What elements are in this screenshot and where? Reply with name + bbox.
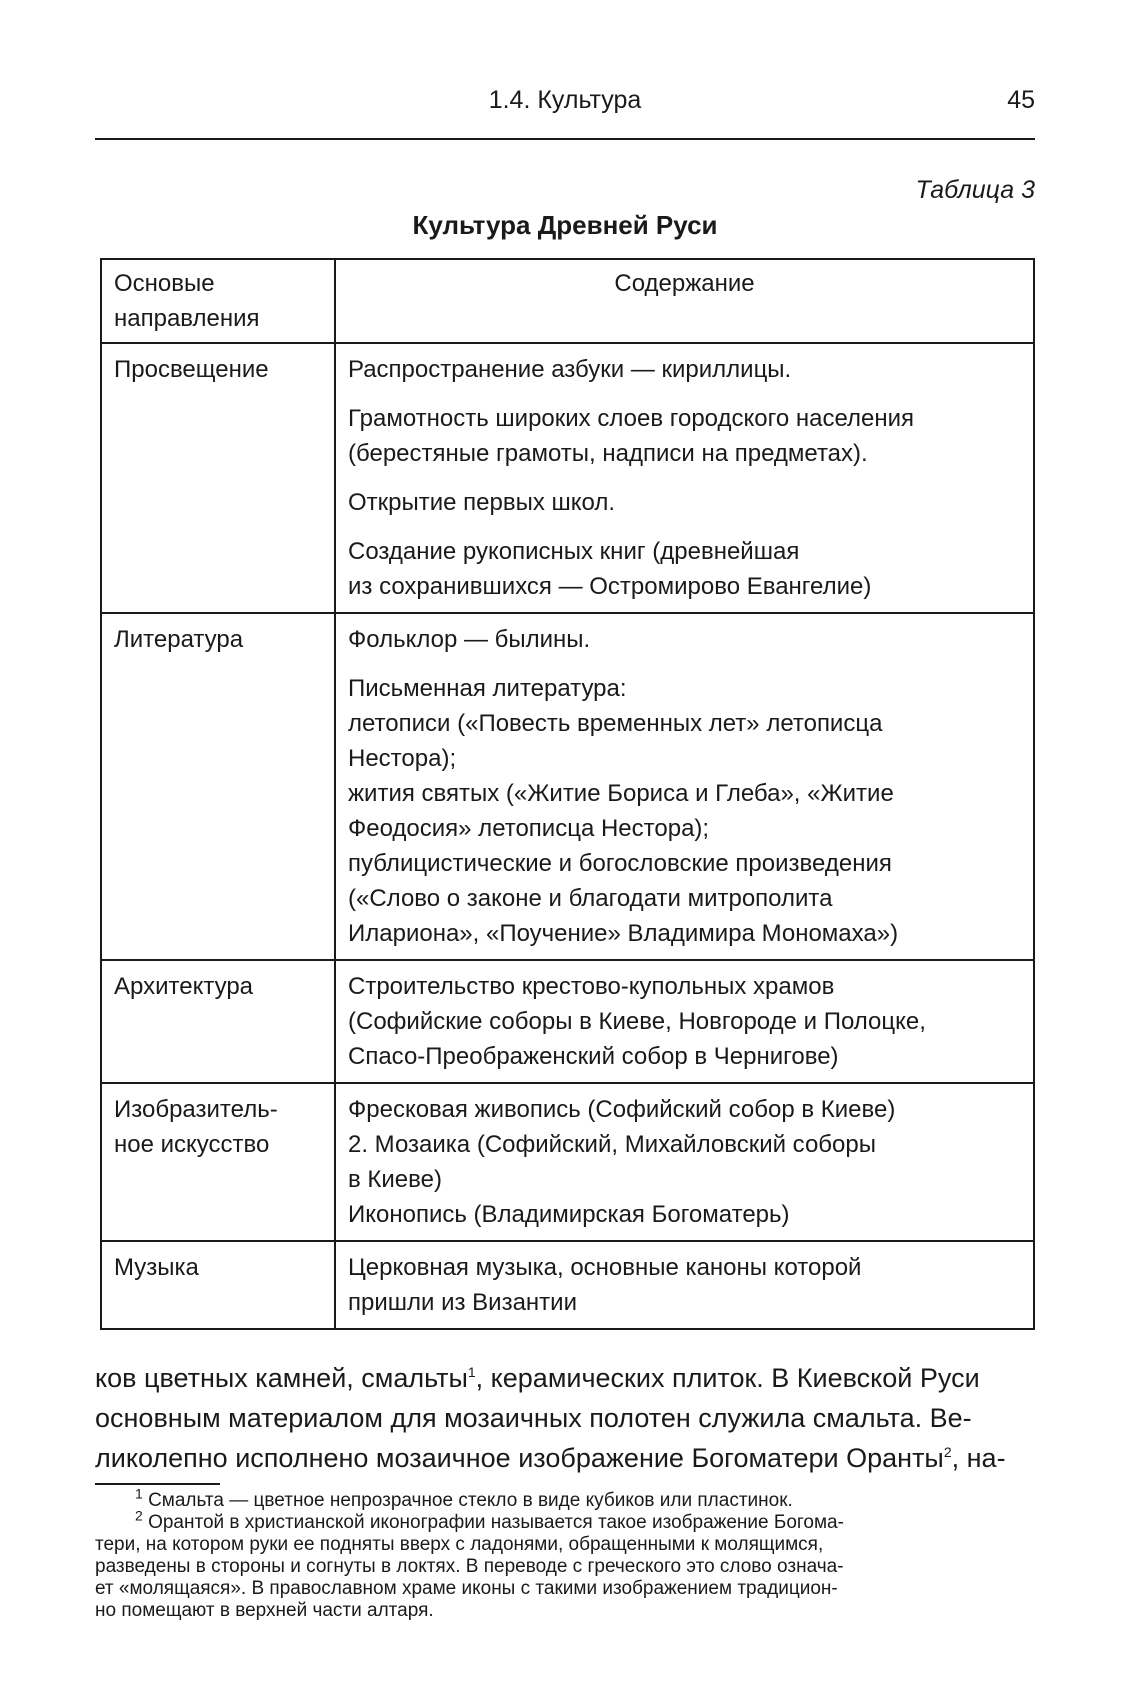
- body-line: [95, 1358, 1040, 1398]
- table-row: [101, 960, 1034, 1083]
- footnote-line: тери, на котором руки ее подняты вверх с ладонями, обращенными к молящимся,: [95, 1534, 824, 1555]
- row-direction: [101, 960, 335, 1083]
- header-direction-line: Основые: [114, 270, 215, 297]
- footnote-rule: [95, 1483, 220, 1485]
- table-row: [101, 613, 1034, 960]
- content-paragraph: [348, 534, 1021, 604]
- content-line: публицистические и богословские произведения: [348, 850, 892, 877]
- content-line: в Киеве): [348, 1166, 442, 1193]
- content-paragraph: [348, 671, 1021, 951]
- row-direction: [101, 1083, 335, 1241]
- content-line: Письменная литература:: [348, 675, 627, 702]
- footnote-1: [95, 1485, 1040, 1512]
- table-row: [101, 1241, 1034, 1329]
- table-label: Таблица 3: [915, 176, 1035, 204]
- header-rule: [95, 138, 1035, 140]
- footnote-mark: 2: [135, 1507, 143, 1524]
- content-line: Феодосия» летописца Нестора);: [348, 815, 710, 842]
- footnote-text: Смальта — цветное непрозрачное стекло в виде кубиков или пластинок.: [148, 1490, 793, 1511]
- footnote-text: Орантой в христианской иконографии называется такое изображение Богома-: [148, 1512, 844, 1533]
- footnote-2: [95, 1507, 1040, 1534]
- header-direction: [101, 259, 335, 343]
- page-number: 45: [1007, 86, 1035, 114]
- content-line: Грамотность широких слоев городского населения: [348, 405, 915, 432]
- table-row: [101, 1083, 1034, 1241]
- direction-line: Литература: [114, 626, 244, 653]
- direction-line: Архитектура: [114, 973, 254, 1000]
- body-line: [95, 1438, 1040, 1478]
- content-line: Спасо-Преображенский собор в Чернигове): [348, 1043, 839, 1070]
- content-line: Создание рукописных книг (древнейшая: [348, 538, 800, 565]
- direction-line: Музыка: [114, 1254, 199, 1281]
- table-title: Культура Древней Руси: [412, 210, 718, 240]
- body-text-fragment: , на-: [951, 1443, 1006, 1473]
- content-paragraph: [348, 1092, 1021, 1232]
- content-line: жития святых («Житие Бориса и Глеба», «Житие: [348, 780, 894, 807]
- content-line: летописи («Повесть временных лет» летописца: [348, 710, 883, 737]
- body-text-fragment: , керамических плиток. В Киевской Руси: [475, 1363, 980, 1393]
- content-line: Церковная музыка, основные каноны которой: [348, 1254, 862, 1281]
- row-direction: [101, 1241, 335, 1329]
- content-line: пришли из Византии: [348, 1289, 577, 1316]
- footnote-ref: 2: [943, 1444, 952, 1460]
- row-direction: [101, 613, 335, 960]
- content-paragraph: [348, 969, 1021, 1074]
- content-line: Илариона», «Поучение» Владимира Мономаха»): [348, 920, 899, 947]
- running-head-title: 1.4. Культура: [488, 86, 642, 114]
- content-line: (берестяные грамоты, надписи на предметах).: [348, 440, 868, 467]
- content-paragraph: [348, 485, 1021, 520]
- content-paragraph: [348, 1250, 1021, 1320]
- header-direction-line: направления: [114, 305, 260, 332]
- table-header-row: [101, 259, 1034, 343]
- content-line: Открытие первых школ.: [348, 489, 616, 516]
- row-direction: [101, 343, 335, 613]
- row-content: [335, 613, 1034, 960]
- body-text-fragment: ликолепно исполнено мозаичное изображение Богоматери Оранты: [95, 1443, 944, 1473]
- direction-line: ное искусство: [114, 1131, 270, 1158]
- row-content: [335, 343, 1034, 613]
- content-line: Фольклор — былины.: [348, 626, 591, 653]
- running-head: [95, 86, 1035, 122]
- footnote-line: разведены в стороны и согнуты в локтях. В переводе с греческого это слово означа-: [95, 1556, 844, 1577]
- body-text: [95, 1358, 1040, 1478]
- footnote-line: ет «молящаяся». В православном храме иконы с такими изображением традицион-: [95, 1578, 838, 1599]
- row-content: [335, 1083, 1034, 1241]
- header-content: Содержание: [335, 259, 1034, 343]
- body-text-fragment: ков цветных камней, смальты: [95, 1363, 468, 1393]
- direction-line: Просвещение: [114, 356, 269, 383]
- content-line: (Софийские соборы в Киеве, Новгороде и Полоцке,: [348, 1008, 926, 1035]
- row-content: [335, 1241, 1034, 1329]
- footnote-line: но помещают в верхней части алтаря.: [95, 1600, 434, 1621]
- table-body: [101, 343, 1034, 1329]
- content-line: Распространение азбуки — кириллицы.: [348, 356, 792, 383]
- content-paragraph: [348, 401, 1021, 471]
- content-line: Нестора);: [348, 745, 457, 772]
- footnotes: [95, 1485, 1040, 1622]
- row-content: [335, 960, 1034, 1083]
- content-paragraph: [348, 352, 1021, 387]
- table-row: [101, 343, 1034, 613]
- content-line: из сохранившихся — Остромирово Евангелие): [348, 573, 872, 600]
- body-line: основным материалом для мозаичных полотен служила смальта. Ве-: [95, 1403, 972, 1433]
- content-line: («Слово о законе и благодати митрополита: [348, 885, 833, 912]
- footnote-ref: 1: [467, 1364, 476, 1380]
- direction-line: Изобразитель-: [114, 1096, 278, 1123]
- content-line: Фресковая живопись (Софийский собор в Киеве): [348, 1096, 896, 1123]
- content-line: Строительство крестово-купольных храмов: [348, 973, 835, 1000]
- footnote-mark: 1: [135, 1485, 143, 1502]
- culture-table: [100, 258, 1035, 1330]
- content-paragraph: [348, 622, 1021, 657]
- content-line: 2. Мозаика (Софийский, Михайловский соборы: [348, 1131, 876, 1158]
- content-line: Иконопись (Владимирская Богоматерь): [348, 1201, 790, 1228]
